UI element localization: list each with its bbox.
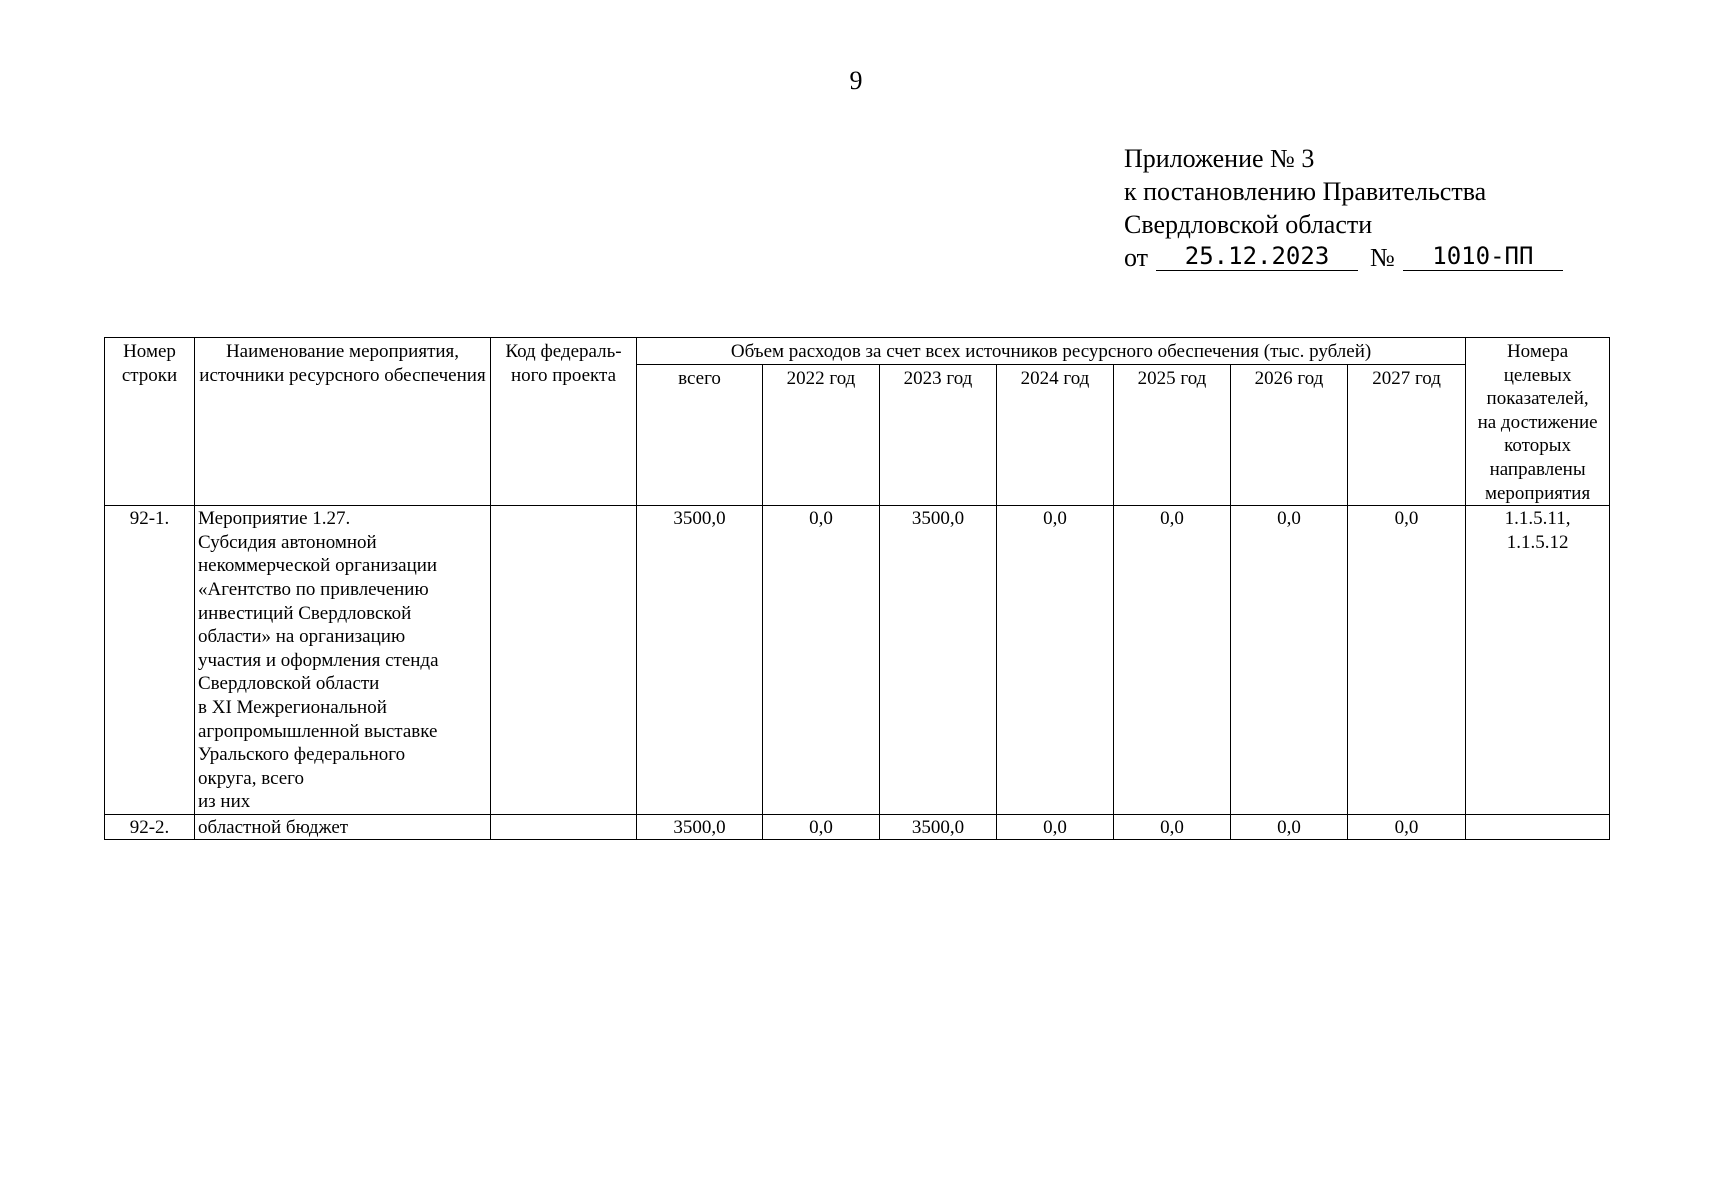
value-2027: 0,0: [1348, 506, 1466, 815]
row-indicators: 1.1.5.11, 1.1.5.12: [1466, 506, 1610, 815]
budget-table: [104, 337, 1610, 840]
header-year-2024: 2024 год: [997, 364, 1114, 506]
header-name: Наименование мероприятия, источники ресурсного обеспечения: [195, 338, 491, 506]
appendix-region: Свердловской области: [1124, 210, 1373, 239]
value-2026: 0,0: [1231, 814, 1348, 840]
appendix-reference: к постановлению Правительства: [1124, 177, 1487, 206]
header-federal-project-code: Код федераль- ного проекта: [491, 338, 637, 506]
decree-date: 25.12.2023: [1156, 242, 1358, 271]
row-name: областной бюджет: [195, 814, 491, 840]
value-2027: 0,0: [1348, 814, 1466, 840]
value-2022: 0,0: [763, 814, 880, 840]
header-year-2025: 2025 год: [1114, 364, 1231, 506]
page-number: 9: [849, 66, 863, 95]
row-indicators: [1466, 814, 1610, 840]
date-prefix: от: [1124, 243, 1149, 272]
table-header-row: [105, 338, 1610, 365]
appendix-title: Приложение № 3: [1124, 144, 1315, 173]
decree-number: 1010-ПП: [1403, 242, 1563, 271]
row-number: 92-2.: [105, 814, 195, 840]
value-total: 3500,0: [637, 814, 763, 840]
header-year-2026: 2026 год: [1231, 364, 1348, 506]
value-2025: 0,0: [1114, 506, 1231, 815]
header-year-2023: 2023 год: [880, 364, 997, 506]
header-year-2022: 2022 год: [763, 364, 880, 506]
row-code: [491, 506, 637, 815]
header-indicators: Номера целевых показателей, на достижение которых направлены мероприятия: [1466, 338, 1610, 506]
table-row: [105, 814, 1610, 840]
row-number: 92-1.: [105, 506, 195, 815]
row-code: [491, 814, 637, 840]
value-2025: 0,0: [1114, 814, 1231, 840]
table-row: [105, 506, 1610, 815]
appendix-header: [1124, 142, 1563, 274]
value-total: 3500,0: [637, 506, 763, 815]
value-2024: 0,0: [997, 814, 1114, 840]
value-2026: 0,0: [1231, 506, 1348, 815]
header-year-2027: 2027 год: [1348, 364, 1466, 506]
value-2022: 0,0: [763, 506, 880, 815]
value-2023: 3500,0: [880, 814, 997, 840]
value-2024: 0,0: [997, 506, 1114, 815]
value-2023: 3500,0: [880, 506, 997, 815]
header-volume-group: Объем расходов за счет всех источников ресурсного обеспечения (тыс. рублей): [637, 338, 1466, 365]
header-total: всего: [637, 364, 763, 506]
row-name: Мероприятие 1.27. Субсидия автономной некоммерческой организации «Агентство по привлечению инвестиций Свердловской области» на организацию участия и оформления стенда Свердловской области в XI Межрегиональной агропромышленной выставке Уральского федерального округа, всего из них: [195, 506, 491, 815]
number-prefix: №: [1370, 243, 1395, 272]
appendix-date-line: [1124, 241, 1563, 274]
header-row-number: Номер строки: [105, 338, 195, 506]
